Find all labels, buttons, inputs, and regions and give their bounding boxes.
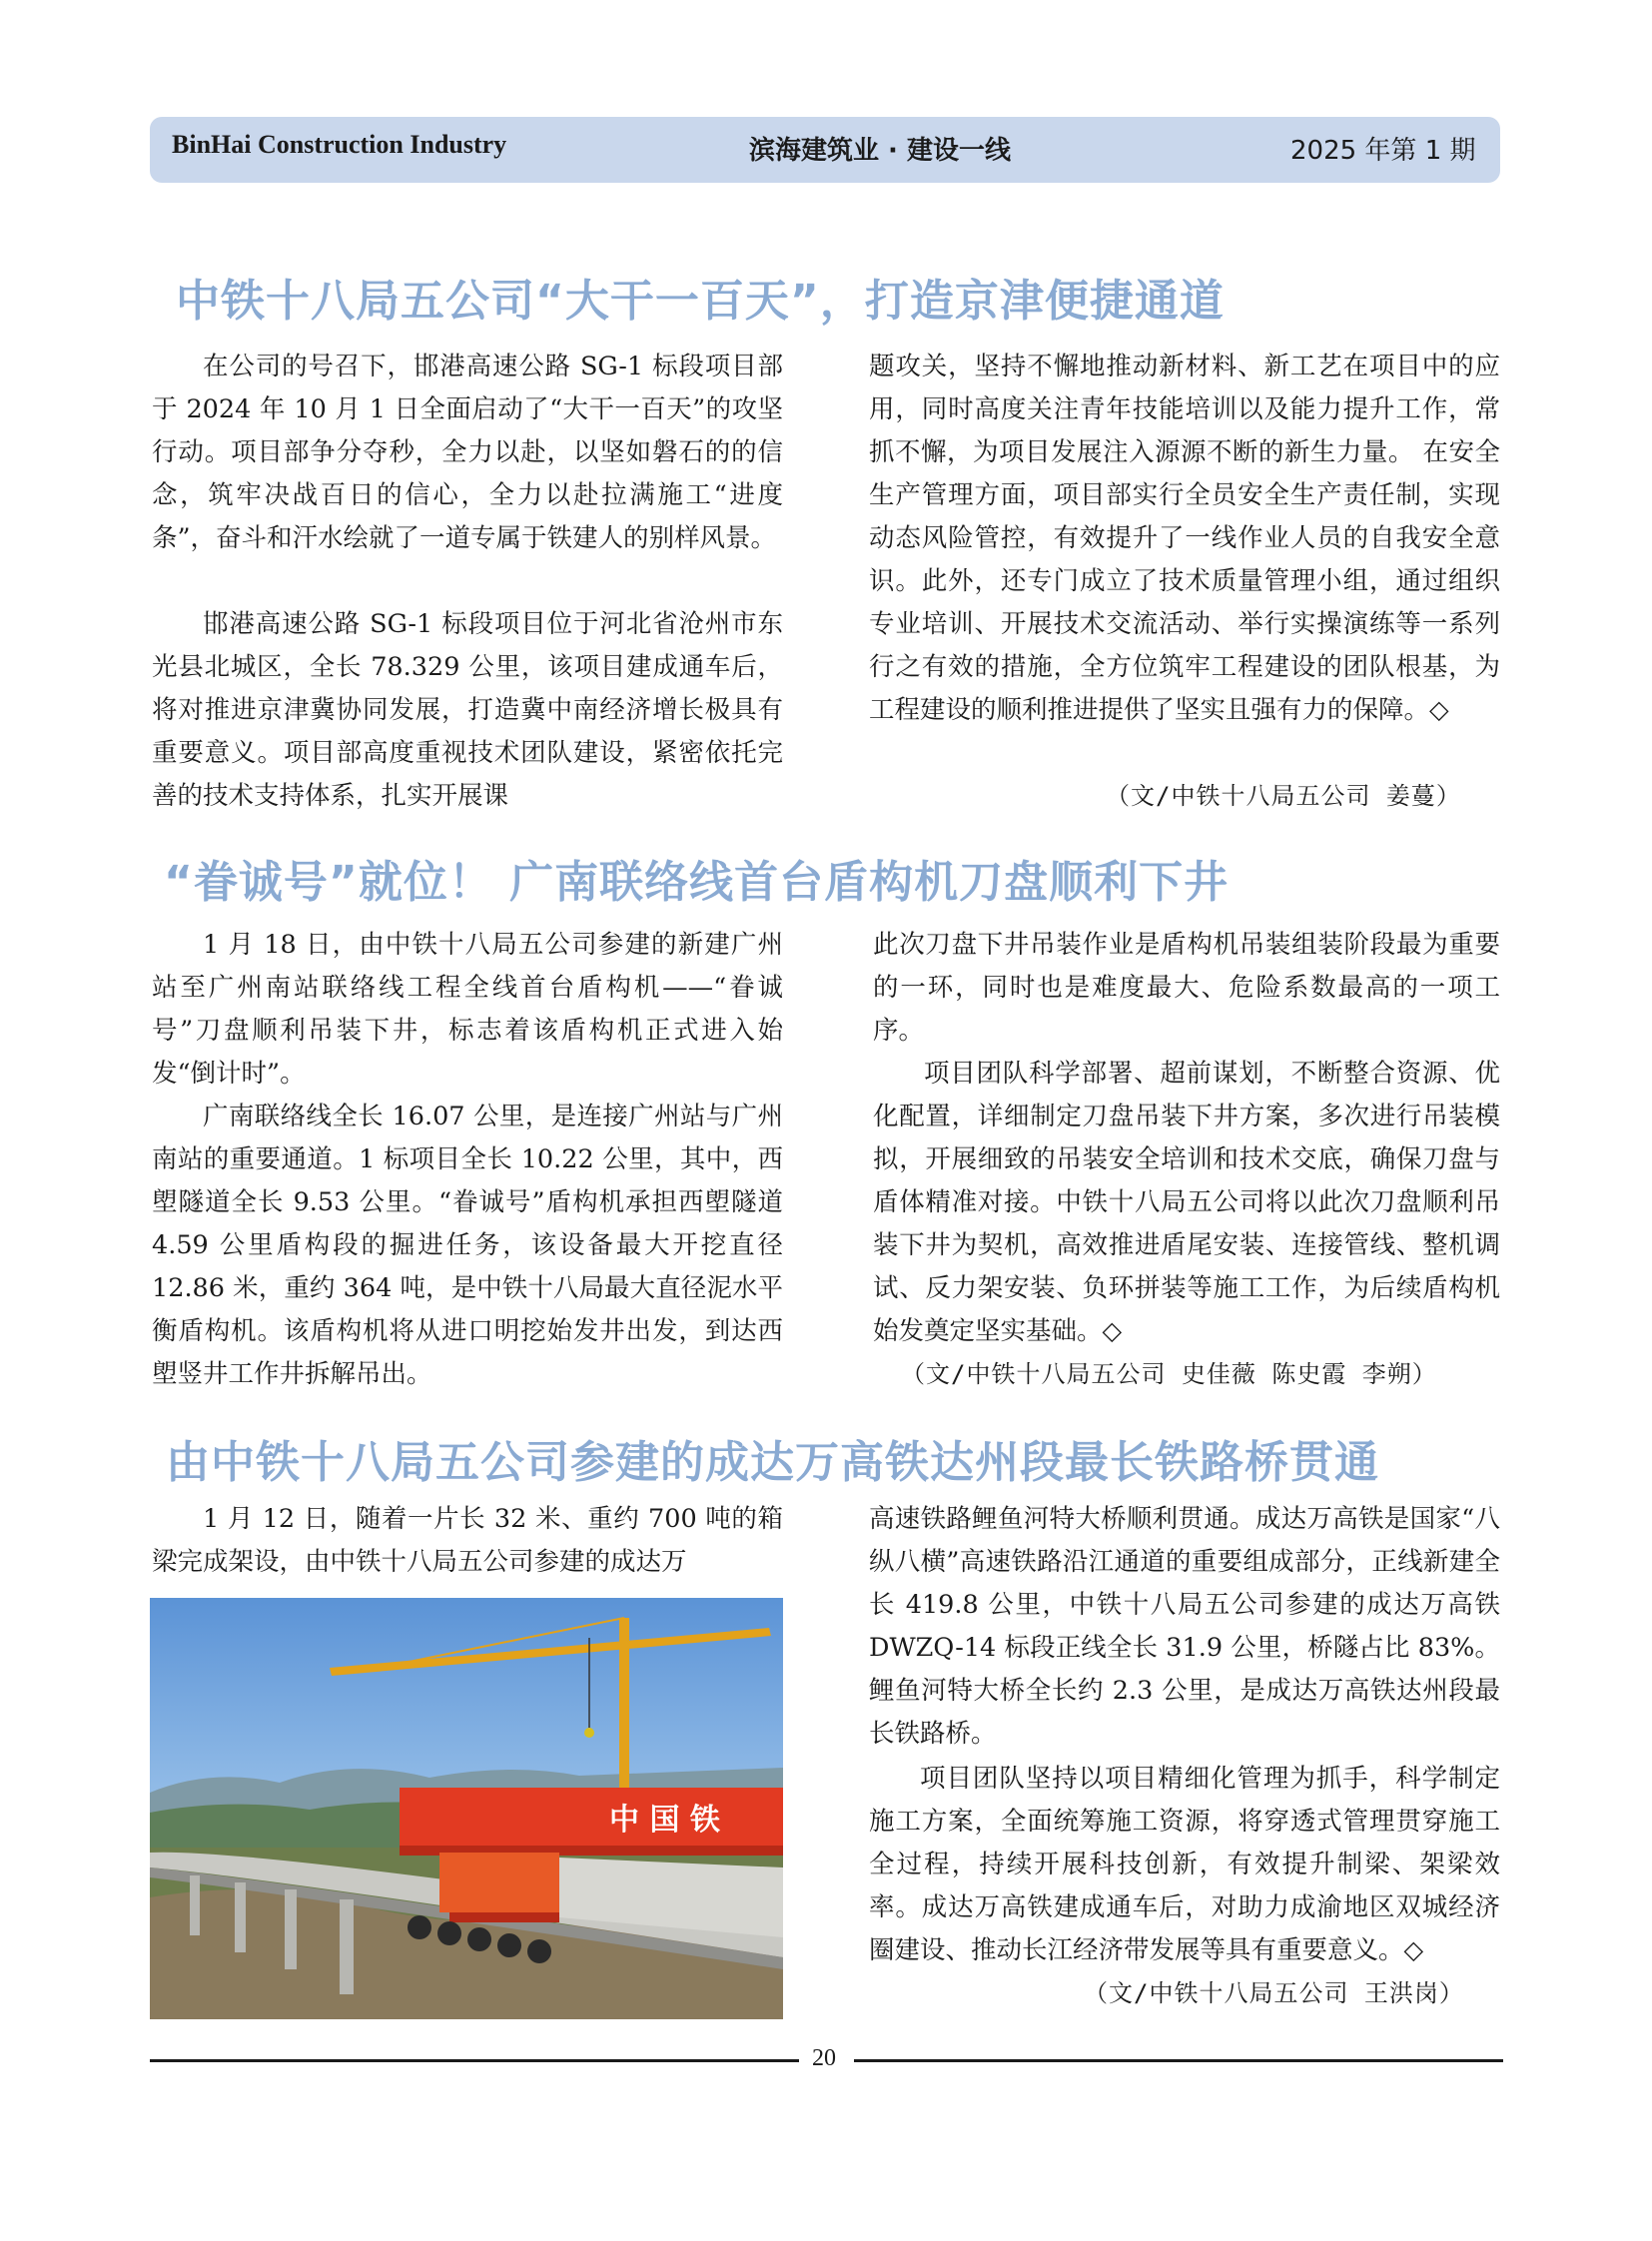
- article2-right-paragraph-2: 项目团队科学部署、超前谋划，不断整合资源、优化配置，详细制定刀盘吊装下井方案，多次进行吊装模拟，开展细致的吊装安全培训和技术交底，确保刀盘与盾体精准对接。中铁十八局五公司将以此次刀盘顺利吊装下井为契机，高效推进盾尾安装、连接管线、整机调试、反力架安装、负环拼装等施工工作，为后续盾构机始发奠定坚实基础。◇: [873, 1059, 1500, 1346]
- article3-right-paragraph-1: 高速铁路鲤鱼河特大桥顺利贯通。成达万高铁是国家“八纵八横”高速铁路沿江通道的重要组成部分，正线新建全长 419.8 公里，中铁十八局五公司参建的成达万高铁 DWZQ-14 标段正线全长 31.9 公里，桥隧占比 83%。鲤鱼河特大桥全长约 2.3 公里，是成达万高铁达州段最长铁路桥。: [869, 1504, 1500, 1749]
- article2-right-paragraph-1: 此次刀盘下井吊装作业是盾构机吊装组装阶段最为重要的一环，同时也是难度最大、危险系数最高的一项工序。: [873, 930, 1500, 1046]
- article1-left-paragraph-1: 在公司的号召下，邯港高速公路 SG-1 标段项目部于 2024 年 10 月 1 日全面启动了“大干一百天”的攻坚行动。项目部争分夺秒，全力以赴，以坚如磐石的的信念，筑牢决战百日的信心，全力以赴拉满施工“进度条”，奋斗和汗水绘就了一道专属于铁建人的别样风景。: [152, 352, 783, 553]
- article3-title: 由中铁十八局五公司参建的成达万高铁达州段最长铁路桥贯通: [166, 1437, 1379, 1488]
- article2-left-paragraph-1: 1 月 18 日，由中铁十八局五公司参建的新建广州站至广州南站联络线工程全线首台盾构机——“眷诚号”刀盘顺利吊装下井，标志着该盾构机正式进入始发“倒计时”。: [152, 930, 783, 1089]
- article2-title: “眷诚号”就位！ 广南联络线首台盾构机刀盘顺利下井: [164, 857, 1230, 908]
- article3-right-paragraph-2: 项目团队坚持以项目精细化管理为抓手，科学制定施工方案，全面统筹施工资源，将穿透式管理贯穿施工全过程，持续开展科技创新，有效提升制梁、架梁效率。成达万高铁建成通车后，对助力成渝地区双城经济圈建设、推动长江经济带发展等具有重要意义。◇: [869, 1764, 1500, 1965]
- article3-left-paragraph-1: 1 月 12 日，随着一片长 32 米、重约 700 吨的箱梁完成架设，由中铁十八局五公司参建的成达万: [152, 1504, 783, 1577]
- article1-right-paragraph-1: 题攻关，坚持不懈地推动新材料、新工艺在项目中的应用，同时高度关注青年技能培训以及能力提升工作，常抓不懈，为项目发展注入源源不断的新生力量。 在安全生产管理方面，项目部实行全员安全生产责任制，实现动态风险管控，有效提升了一线作业人员的自我安全意识。此外，还专门成立了技术质量管理小组，通过组织专业培训、开展技术交流活动、举行实操演练等一系列行之有效的措施，全方位筑牢工程建设的团队根基，为工程建设的顺利推进提供了坚实且强有力的保障。◇: [869, 352, 1500, 725]
- footer-rule-right: [854, 2059, 1503, 2062]
- section-title: 滨海建筑业 · 建设一线: [749, 136, 1011, 166]
- issue-label: 2025 年第 1 期: [1290, 136, 1476, 166]
- bridge-photo-illustration: [150, 1598, 783, 2019]
- page-number: 20: [812, 2045, 836, 2071]
- article3-byline: （文/中铁十八局五公司 王洪岗）: [1084, 1979, 1464, 2007]
- article1-left-paragraph-2: 邯港高速公路 SG-1 标段项目位于河北省沧州市东光县北城区，全长 78.329 公里，该项目建成通车后，将对推进京津冀协同发展，打造冀中南经济增长极具有重要意义。项目部高度重视技术团队建设，紧密依托完善的技术支持体系，扎实开展课: [152, 609, 783, 811]
- article1-byline: （文/中铁十八局五公司 姜蔓）: [1106, 782, 1461, 810]
- photo-machine-lettering: 中 国 铁: [609, 1803, 720, 1838]
- bridge-construction-photo: [150, 1598, 783, 2019]
- journal-name: BinHai Construction Industry: [172, 130, 507, 159]
- article2-byline: （文/中铁十八局五公司 史佳薇 陈史霞 李朔）: [901, 1360, 1437, 1388]
- article2-left-paragraph-2: 广南联络线全长 16.07 公里，是连接广州站与广州南站的重要通道。1 标项目全长 10.22 公里，其中，西塱隧道全长 9.53 公里。“眷诚号”盾构机承担西塱隧道 4.59 公里盾构段的掘进任务，该设备最大开挖直径 12.86 米，重约 364 吨，是中铁十八局最大直径泥水平衡盾构机。该盾构机将从进口明挖始发井出发，到达西塱竖井工作井拆解吊出。: [152, 1102, 783, 1389]
- footer-rule-left: [150, 2059, 799, 2062]
- article1-title: 中铁十八局五公司“大干一百天”，打造京津便捷通道: [176, 276, 1225, 327]
